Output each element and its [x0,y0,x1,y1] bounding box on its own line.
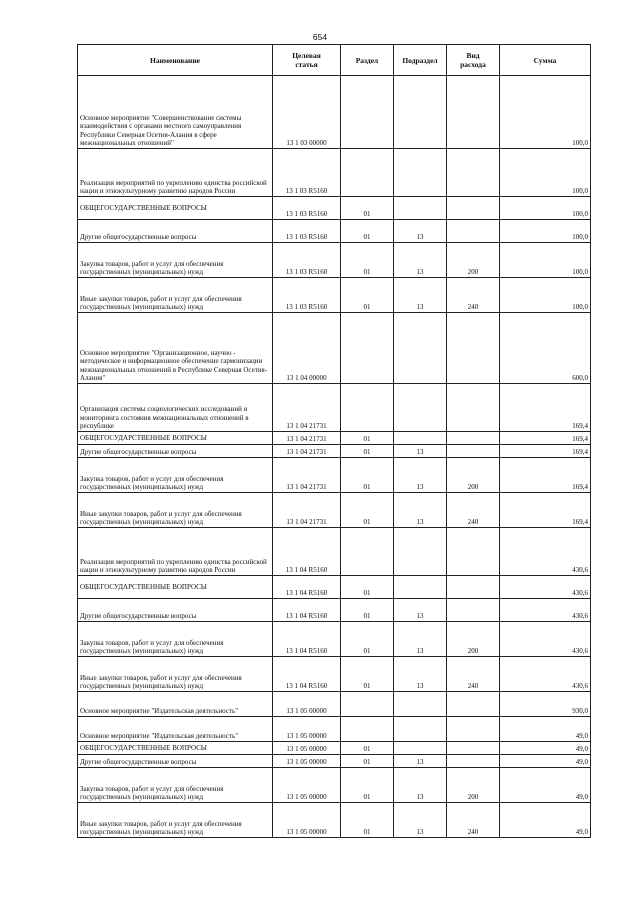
header-section: Раздел [341,45,394,76]
cell-section [341,76,394,149]
cell-kind: 240 [447,657,500,692]
cell-name: Другие общегосударственные вопросы [78,755,273,768]
header-kind: Вид расхода [447,45,500,76]
cell-sum: 100,0 [500,76,591,149]
cell-kind [447,576,500,599]
cell-target: 13 1 03 00000 [273,76,341,149]
header-row [78,45,591,76]
cell-sum: 169,4 [500,432,591,445]
table-row [78,313,591,384]
cell-subsection [394,76,447,149]
cell-section: 01 [341,220,394,243]
cell-section: 01 [341,458,394,493]
cell-name: Другие общегосударственные вопросы [78,445,273,458]
budget-table [77,44,591,838]
cell-name: ОБЩЕГОСУДАРСТВЕННЫЕ ВОПРОСЫ [78,742,273,755]
cell-sum: 600,0 [500,313,591,384]
cell-subsection [394,742,447,755]
cell-subsection [394,528,447,576]
cell-kind: 240 [447,278,500,313]
cell-kind: 200 [447,768,500,803]
cell-sum: 100,0 [500,197,591,220]
cell-target: 13 1 05 00000 [273,692,341,717]
table-row [78,384,591,432]
table-row [78,149,591,197]
cell-name: ОБЩЕГОСУДАРСТВЕННЫЕ ВОПРОСЫ [78,432,273,445]
cell-sum: 430,6 [500,528,591,576]
cell-subsection [394,717,447,742]
cell-target: 13 1 04 R5160 [273,599,341,622]
cell-subsection: 13 [394,599,447,622]
cell-name: Реализация мероприятий по укреплению единства российской нации и этнокультурному развитию народов России [78,149,273,197]
cell-sum: 100,0 [500,220,591,243]
cell-section: 01 [341,197,394,220]
cell-section: 01 [341,493,394,528]
cell-name: Реализация мероприятий по укреплению единства российской нации и этнокультурному развитию народов России [78,528,273,576]
table-row [78,493,591,528]
table-row [78,458,591,493]
cell-target: 13 1 04 R5160 [273,622,341,657]
cell-subsection: 13 [394,768,447,803]
cell-target: 13 1 04 21731 [273,432,341,445]
cell-target: 13 1 03 R5160 [273,197,341,220]
cell-name: Закупка товаров, работ и услуг для обеспечения государственных (муниципальных) нужд [78,622,273,657]
cell-sum: 49,0 [500,755,591,768]
cell-section: 01 [341,657,394,692]
cell-kind [447,384,500,432]
cell-target: 13 1 04 R5160 [273,657,341,692]
table-row [78,742,591,755]
cell-target: 13 1 04 21731 [273,458,341,493]
cell-section [341,717,394,742]
cell-name: Закупка товаров, работ и услуг для обеспечения государственных (муниципальных) нужд [78,768,273,803]
cell-name: Основное мероприятие "Издательская деятельность" [78,692,273,717]
cell-section: 01 [341,599,394,622]
cell-sum: 930,0 [500,692,591,717]
cell-kind [447,528,500,576]
cell-name: Иные закупки товаров, работ и услуг для обеспечения государственных (муниципальных) нужд [78,278,273,313]
cell-subsection [394,576,447,599]
cell-subsection [394,692,447,717]
table-row [78,803,591,838]
cell-target: 13 1 04 21731 [273,445,341,458]
cell-section: 01 [341,278,394,313]
cell-kind [447,445,500,458]
cell-section: 01 [341,755,394,768]
cell-section: 01 [341,742,394,755]
cell-section [341,528,394,576]
cell-name: ОБЩЕГОСУДАРСТВЕННЫЕ ВОПРОСЫ [78,197,273,220]
table-row [78,692,591,717]
cell-sum: 100,0 [500,149,591,197]
table-row [78,528,591,576]
cell-sum: 49,0 [500,768,591,803]
table-row [78,599,591,622]
cell-kind [447,599,500,622]
cell-name: Иные закупки товаров, работ и услуг для обеспечения государственных (муниципальных) нужд [78,657,273,692]
header-target: Целевая статья [273,45,341,76]
table-row [78,768,591,803]
cell-sum: 49,0 [500,717,591,742]
table-row [78,243,591,278]
table-row [78,278,591,313]
cell-name: ОБЩЕГОСУДАРСТВЕННЫЕ ВОПРОСЫ [78,576,273,599]
cell-target: 13 1 03 R5160 [273,149,341,197]
header-name: Наименование [78,45,273,76]
cell-name: Основное мероприятие "Издательская деятельность" [78,717,273,742]
cell-section [341,149,394,197]
cell-sum: 169,4 [500,384,591,432]
cell-name: Другие общегосударственные вопросы [78,220,273,243]
cell-target: 13 1 05 00000 [273,803,341,838]
cell-subsection [394,197,447,220]
cell-subsection: 13 [394,278,447,313]
cell-kind [447,220,500,243]
cell-kind: 240 [447,493,500,528]
cell-target: 13 1 05 00000 [273,717,341,742]
cell-subsection [394,313,447,384]
cell-target: 13 1 05 00000 [273,742,341,755]
cell-kind [447,432,500,445]
cell-target: 13 1 04 00000 [273,313,341,384]
cell-target: 13 1 03 R5160 [273,278,341,313]
cell-subsection: 13 [394,458,447,493]
cell-kind: 200 [447,622,500,657]
cell-section: 01 [341,445,394,458]
table-row [78,220,591,243]
cell-name: Закупка товаров, работ и услуг для обеспечения государственных (муниципальных) нужд [78,458,273,493]
cell-sum: 49,0 [500,742,591,755]
cell-sum: 169,4 [500,445,591,458]
table-row [78,755,591,768]
table-row [78,576,591,599]
cell-target: 13 1 05 00000 [273,755,341,768]
cell-kind [447,149,500,197]
cell-name: Основное мероприятие "Организационное, научно - методическое и информационное обеспечение гармонизации межнациональных отношений в Республике Северная Осетия-Алания" [78,313,273,384]
cell-target: 13 1 03 R5160 [273,220,341,243]
cell-target: 13 1 05 00000 [273,768,341,803]
cell-sum: 169,4 [500,493,591,528]
cell-section: 01 [341,243,394,278]
cell-subsection: 13 [394,220,447,243]
cell-sum: 430,6 [500,657,591,692]
cell-subsection: 13 [394,445,447,458]
cell-section: 01 [341,432,394,445]
cell-section: 01 [341,803,394,838]
cell-section [341,384,394,432]
cell-target: 13 1 04 21731 [273,384,341,432]
cell-name: Организация системы социологических исследований и мониторинга состояния межнациональных отношений в республике [78,384,273,432]
cell-sum: 430,6 [500,622,591,657]
cell-subsection [394,432,447,445]
cell-sum: 430,6 [500,599,591,622]
cell-section: 01 [341,768,394,803]
cell-target: 13 1 03 R5160 [273,243,341,278]
cell-subsection [394,384,447,432]
cell-section [341,692,394,717]
table-row [78,197,591,220]
cell-section: 01 [341,622,394,657]
table-row [78,657,591,692]
page-number: 654 [312,32,328,42]
table-row [78,432,591,445]
cell-sum: 100,0 [500,278,591,313]
table-row [78,76,591,149]
cell-target: 13 1 04 21731 [273,493,341,528]
cell-kind [447,755,500,768]
cell-sum: 430,6 [500,576,591,599]
cell-kind [447,692,500,717]
header-subsection: Подраздел [394,45,447,76]
table-row [78,445,591,458]
cell-kind [447,742,500,755]
cell-target: 13 1 04 R5160 [273,528,341,576]
cell-name: Закупка товаров, работ и услуг для обеспечения государственных (муниципальных) нужд [78,243,273,278]
cell-subsection: 13 [394,803,447,838]
cell-name: Основное мероприятие "Совершенствование системы взаимодействия с органами местного самоуправления Республики Северная Осетия-Алания в сфере межнациональных отношений" [78,76,273,149]
cell-section [341,313,394,384]
cell-subsection: 13 [394,493,447,528]
cell-name: Иные закупки товаров, работ и услуг для обеспечения государственных (муниципальных) нужд [78,493,273,528]
cell-kind [447,717,500,742]
cell-sum: 169,4 [500,458,591,493]
cell-subsection: 13 [394,622,447,657]
cell-kind [447,197,500,220]
cell-subsection [394,149,447,197]
cell-subsection: 13 [394,657,447,692]
cell-kind: 200 [447,243,500,278]
cell-kind: 240 [447,803,500,838]
header-sum: Сумма [500,45,591,76]
cell-name: Иные закупки товаров, работ и услуг для обеспечения государственных (муниципальных) нужд [78,803,273,838]
cell-target: 13 1 04 R5160 [273,576,341,599]
cell-subsection: 13 [394,243,447,278]
cell-sum: 100,0 [500,243,591,278]
cell-section: 01 [341,576,394,599]
cell-name: Другие общегосударственные вопросы [78,599,273,622]
cell-kind: 200 [447,458,500,493]
table-row [78,622,591,657]
cell-sum: 49,0 [500,803,591,838]
cell-subsection: 13 [394,755,447,768]
table-row [78,717,591,742]
cell-kind [447,313,500,384]
cell-kind [447,76,500,149]
